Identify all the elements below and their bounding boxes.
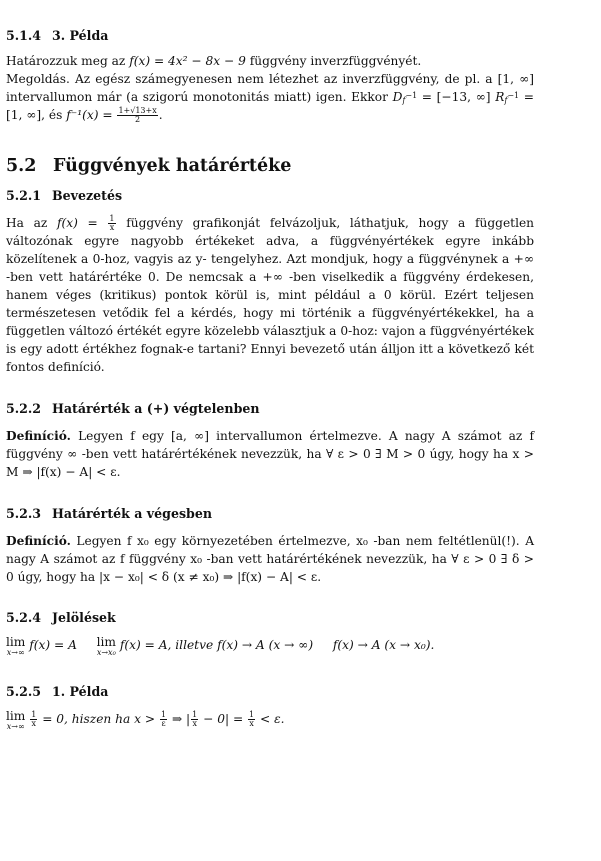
section-heading	[6, 610, 534, 625]
definition-label: Definíció.	[6, 534, 71, 548]
intro-text-start: Ha az	[6, 216, 48, 230]
limit-expression: f(x) = A, illetve	[119, 638, 214, 652]
section-title: Jelölések	[52, 610, 116, 625]
definition-finite-block	[6, 532, 534, 586]
section-5-2-2	[6, 401, 534, 416]
section-heading	[6, 28, 534, 43]
fraction-denominator: x	[192, 719, 197, 728]
section-number: 5.2.3	[6, 506, 42, 521]
limit-operator	[6, 636, 25, 657]
section-5-2-3	[6, 506, 534, 521]
limit-expression: f(x) = A	[29, 638, 77, 652]
example-3-body	[6, 52, 534, 124]
fraction-numerator: 1	[109, 214, 115, 223]
fraction-denominator: x	[249, 719, 254, 728]
example-1-line	[6, 710, 534, 731]
intro-function: f(x) =	[56, 216, 98, 230]
intro-fraction	[108, 215, 115, 232]
definition-infinity	[6, 427, 534, 481]
inverse-formula-lhs: f⁻¹(x) =	[66, 108, 113, 122]
section-heading	[6, 188, 534, 203]
definition-text: Legyen f x₀ egy környezetében értelmezve, x₀ -ban nem feltétlenül(!). A nagy A számot az f függvény x₀ -ban vett határértékének nevezzük, ha ∀ ε > 0 ∃ δ > 0 úgy, hogy ha |x − x₀| < δ (x ≠ x₀) ⇒ |f(x) − A| < ε.	[6, 534, 535, 584]
example-text: < ε.	[260, 712, 285, 726]
section-title: Határérték a végesben	[52, 506, 213, 521]
fraction	[30, 711, 37, 728]
chapter-heading	[6, 156, 534, 176]
example-text: ⇒ |	[171, 712, 191, 726]
section-5-2	[6, 156, 534, 176]
range-value: = [1, ∞], és	[6, 90, 534, 122]
section-number: 5.1.4	[6, 28, 42, 43]
definition-infinity-block	[6, 427, 534, 481]
section-title: Bevezetés	[52, 188, 123, 203]
limit-word: lim	[96, 635, 116, 649]
intro-paragraph	[6, 214, 534, 376]
task-function: f(x) = 4x² − 8x − 9	[129, 54, 246, 68]
solution-interval: [1, ∞]	[497, 72, 534, 86]
section-number: 5.2.2	[6, 401, 42, 416]
solution-text-1: Az egész számegyenesen nem létezhet az inverzfüggvény, de pl. a	[75, 72, 493, 86]
domain-value: = [−13, ∞]	[421, 90, 491, 104]
notation-line	[6, 636, 534, 657]
limit-subscript: x→x₀	[96, 648, 116, 657]
section-title: 1. Példa	[52, 684, 109, 699]
section-5-2-4	[6, 610, 534, 625]
solution-text-2: intervallumon már (a szigorú monotonitás miatt) igen. Ekkor	[6, 90, 388, 104]
arrow-notation: f(x) → A (x → ∞)	[217, 638, 314, 652]
definition-label: Definíció.	[6, 429, 71, 443]
limit-subscript: x→∞	[6, 648, 25, 657]
domain-symbol: D	[392, 90, 403, 104]
fraction	[160, 711, 167, 728]
section-number: 5.2.5	[6, 684, 42, 699]
arrow-notation: f(x) → A (x → x₀).	[332, 638, 435, 652]
inverse-formula-fraction	[117, 107, 157, 124]
section-heading	[6, 684, 534, 699]
fraction-denominator: x	[31, 719, 37, 728]
fraction-numerator: 1	[249, 710, 255, 719]
limit-subscript: x→∞	[6, 722, 25, 731]
fraction-numerator: 1+√13+x	[118, 106, 157, 115]
intro-text-body: függvény grafikonját felvázoljuk, láthatjuk, hogy a független változónak egyre nagyobb értékeket adva, a függvényértékek egyre inkább közelítenek a 0-hoz, vagyis az y- tengelyhez. Azt mondjuk, hogy a függvénynek a +∞ -ben vett határértéke 0. De nemcsak a +∞ -ben viselkedik a függvény érdekesen, hanem véges (kritikus) pontok körül is, mint például a 0 körül. Ezért teljesen természetesen vetődik fel a kérdés, hogy mi történik a függvényértékekkel, ha a független változó értékét egyre közelebb választjuk a 0-hoz: vajon a függvényértékek is egy adott értékhez fognak-e tartani? Ennyi bevezető után álljon itt a következő két fontos definíció.	[6, 216, 535, 374]
section-title: 3. Példa	[52, 28, 109, 43]
fraction-denominator: 2	[135, 115, 141, 124]
section-heading	[6, 506, 534, 521]
section-5-2-1	[6, 188, 534, 203]
section-title: Függvények határértéke	[53, 156, 292, 176]
solution-label: Megoldás.	[6, 72, 70, 86]
fraction-numerator: 1	[192, 710, 198, 719]
limit-operator	[97, 636, 116, 657]
fraction-denominator: ε	[161, 719, 166, 728]
section-number: 5.2.1	[6, 188, 42, 203]
section-heading	[6, 401, 534, 416]
definition-finite	[6, 532, 534, 586]
fraction	[248, 711, 255, 728]
fraction-numerator: 1	[160, 710, 167, 719]
example-text: − 0| =	[203, 712, 244, 726]
fraction-denominator: x	[109, 223, 115, 232]
section-number: 5.2	[6, 156, 37, 176]
task-suffix: függvény inverzfüggvényét.	[249, 54, 422, 68]
example-1-formula	[6, 710, 534, 731]
section-title: Határérték a (+) végtelenben	[52, 401, 260, 416]
limit-word: lim	[6, 635, 26, 649]
task-line	[6, 52, 534, 70]
solution-paragraph: Megoldás. Az egész számegyenesen nem létezhet az inverzfüggvény, de pl. a [1, ∞] intervallumon már (a szigorú monotonitás miatt) igen. Ekkor $D_{f^{-1}} = [-13$, ∞] $R_{f^{-1}} = [1$, ∞], és f⁻¹(x) = $\frac{1+√13+x}{2}$ .	[6, 72, 534, 124]
fraction	[191, 711, 198, 728]
range-symbol: R	[495, 90, 505, 104]
example-text: = 0, hiszen ha x >	[42, 712, 156, 726]
intro-paragraph-block	[6, 214, 534, 376]
definition-text: Legyen f egy [a, ∞] intervallumon értelmezve. A nagy A számot az f függvény ∞ -ben vett határértékének nevezzük, ha ∀ ε > 0 ∃ M > 0 úgy, hogy ha x > M ⇒ |f(x) − A| < ε.	[6, 429, 535, 479]
task-prefix: Határozzuk meg az	[6, 54, 126, 68]
limit-word: lim	[6, 709, 26, 723]
section-number: 5.2.4	[6, 610, 42, 625]
fraction-numerator: 1	[31, 710, 37, 719]
section-5-1-4	[6, 28, 534, 43]
section-5-2-5	[6, 684, 534, 699]
notation-formulas	[6, 636, 534, 657]
limit-operator	[6, 710, 25, 731]
